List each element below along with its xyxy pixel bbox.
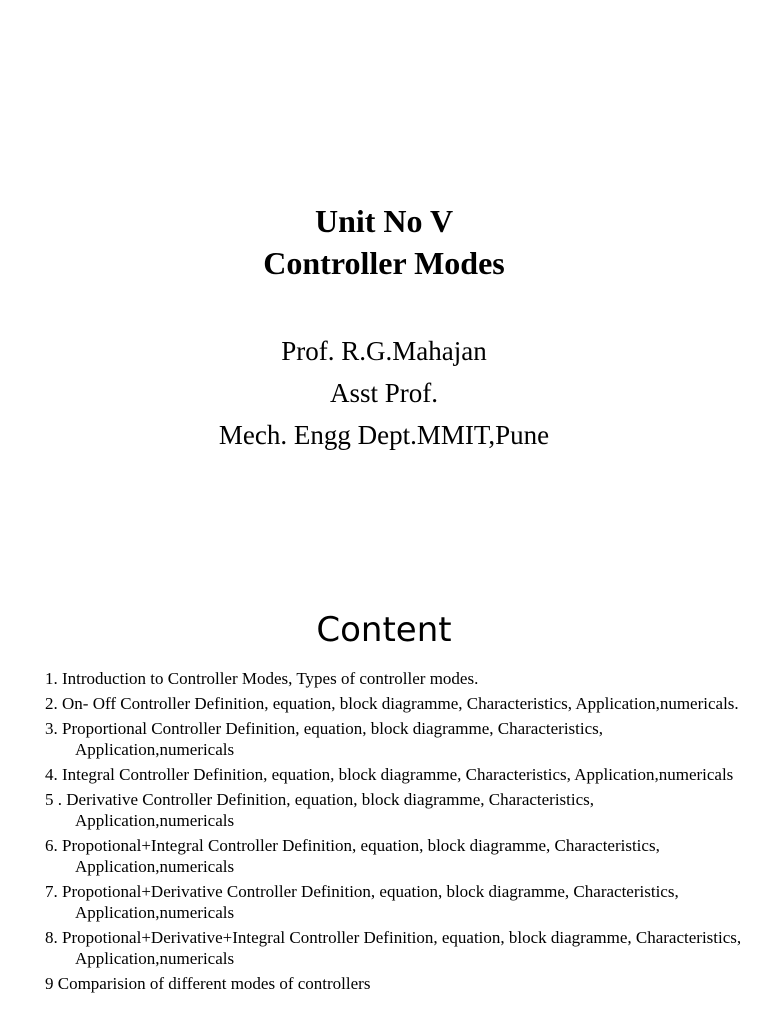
author-position: Asst Prof. [329,378,438,408]
content-item-7: 7. Propotional+Derivative Controller Definition, equation, block diagramme, Characteristics, Application,numericals [45,882,679,922]
author-name: Prof. R.G.Mahajan [281,336,487,366]
content-item-9: 9 Comparision of different modes of controllers [45,974,371,993]
content-list [45,668,745,998]
content-slide [0,576,768,1024]
content-item-1: 1. Introduction to Controller Modes, Types of controller modes. [45,669,479,688]
author-department: Mech. Engg Dept.MMIT,Pune [218,420,550,450]
title-block [0,200,768,284]
topic-title: Controller Modes [263,245,505,281]
unit-title: Unit No V [314,203,454,239]
content-item-2: 2. On- Off Controller Definition, equation, block diagramme, Characteristics, Application,numericals. [45,694,739,713]
content-item-5: 5 . Derivative Controller Definition, equation, block diagramme, Characteristics, Application,numericals [45,790,595,830]
author-block [0,330,768,456]
content-item-8: 8. Propotional+Derivative+Integral Controller Definition, equation, block diagramme, Characteristics, Application,numericals [45,928,742,968]
content-item-6: 6. Propotional+Integral Controller Definition, equation, block diagramme, Characteristics, Application,numericals [45,836,660,876]
content-heading: Content [316,610,452,650]
content-item-3: 3. Proportional Controller Definition, equation, block diagramme, Characteristics, Application,numericals [45,719,604,759]
content-item-4: 4. Integral Controller Definition, equation, block diagramme, Characteristics, Application,numericals [45,765,734,784]
